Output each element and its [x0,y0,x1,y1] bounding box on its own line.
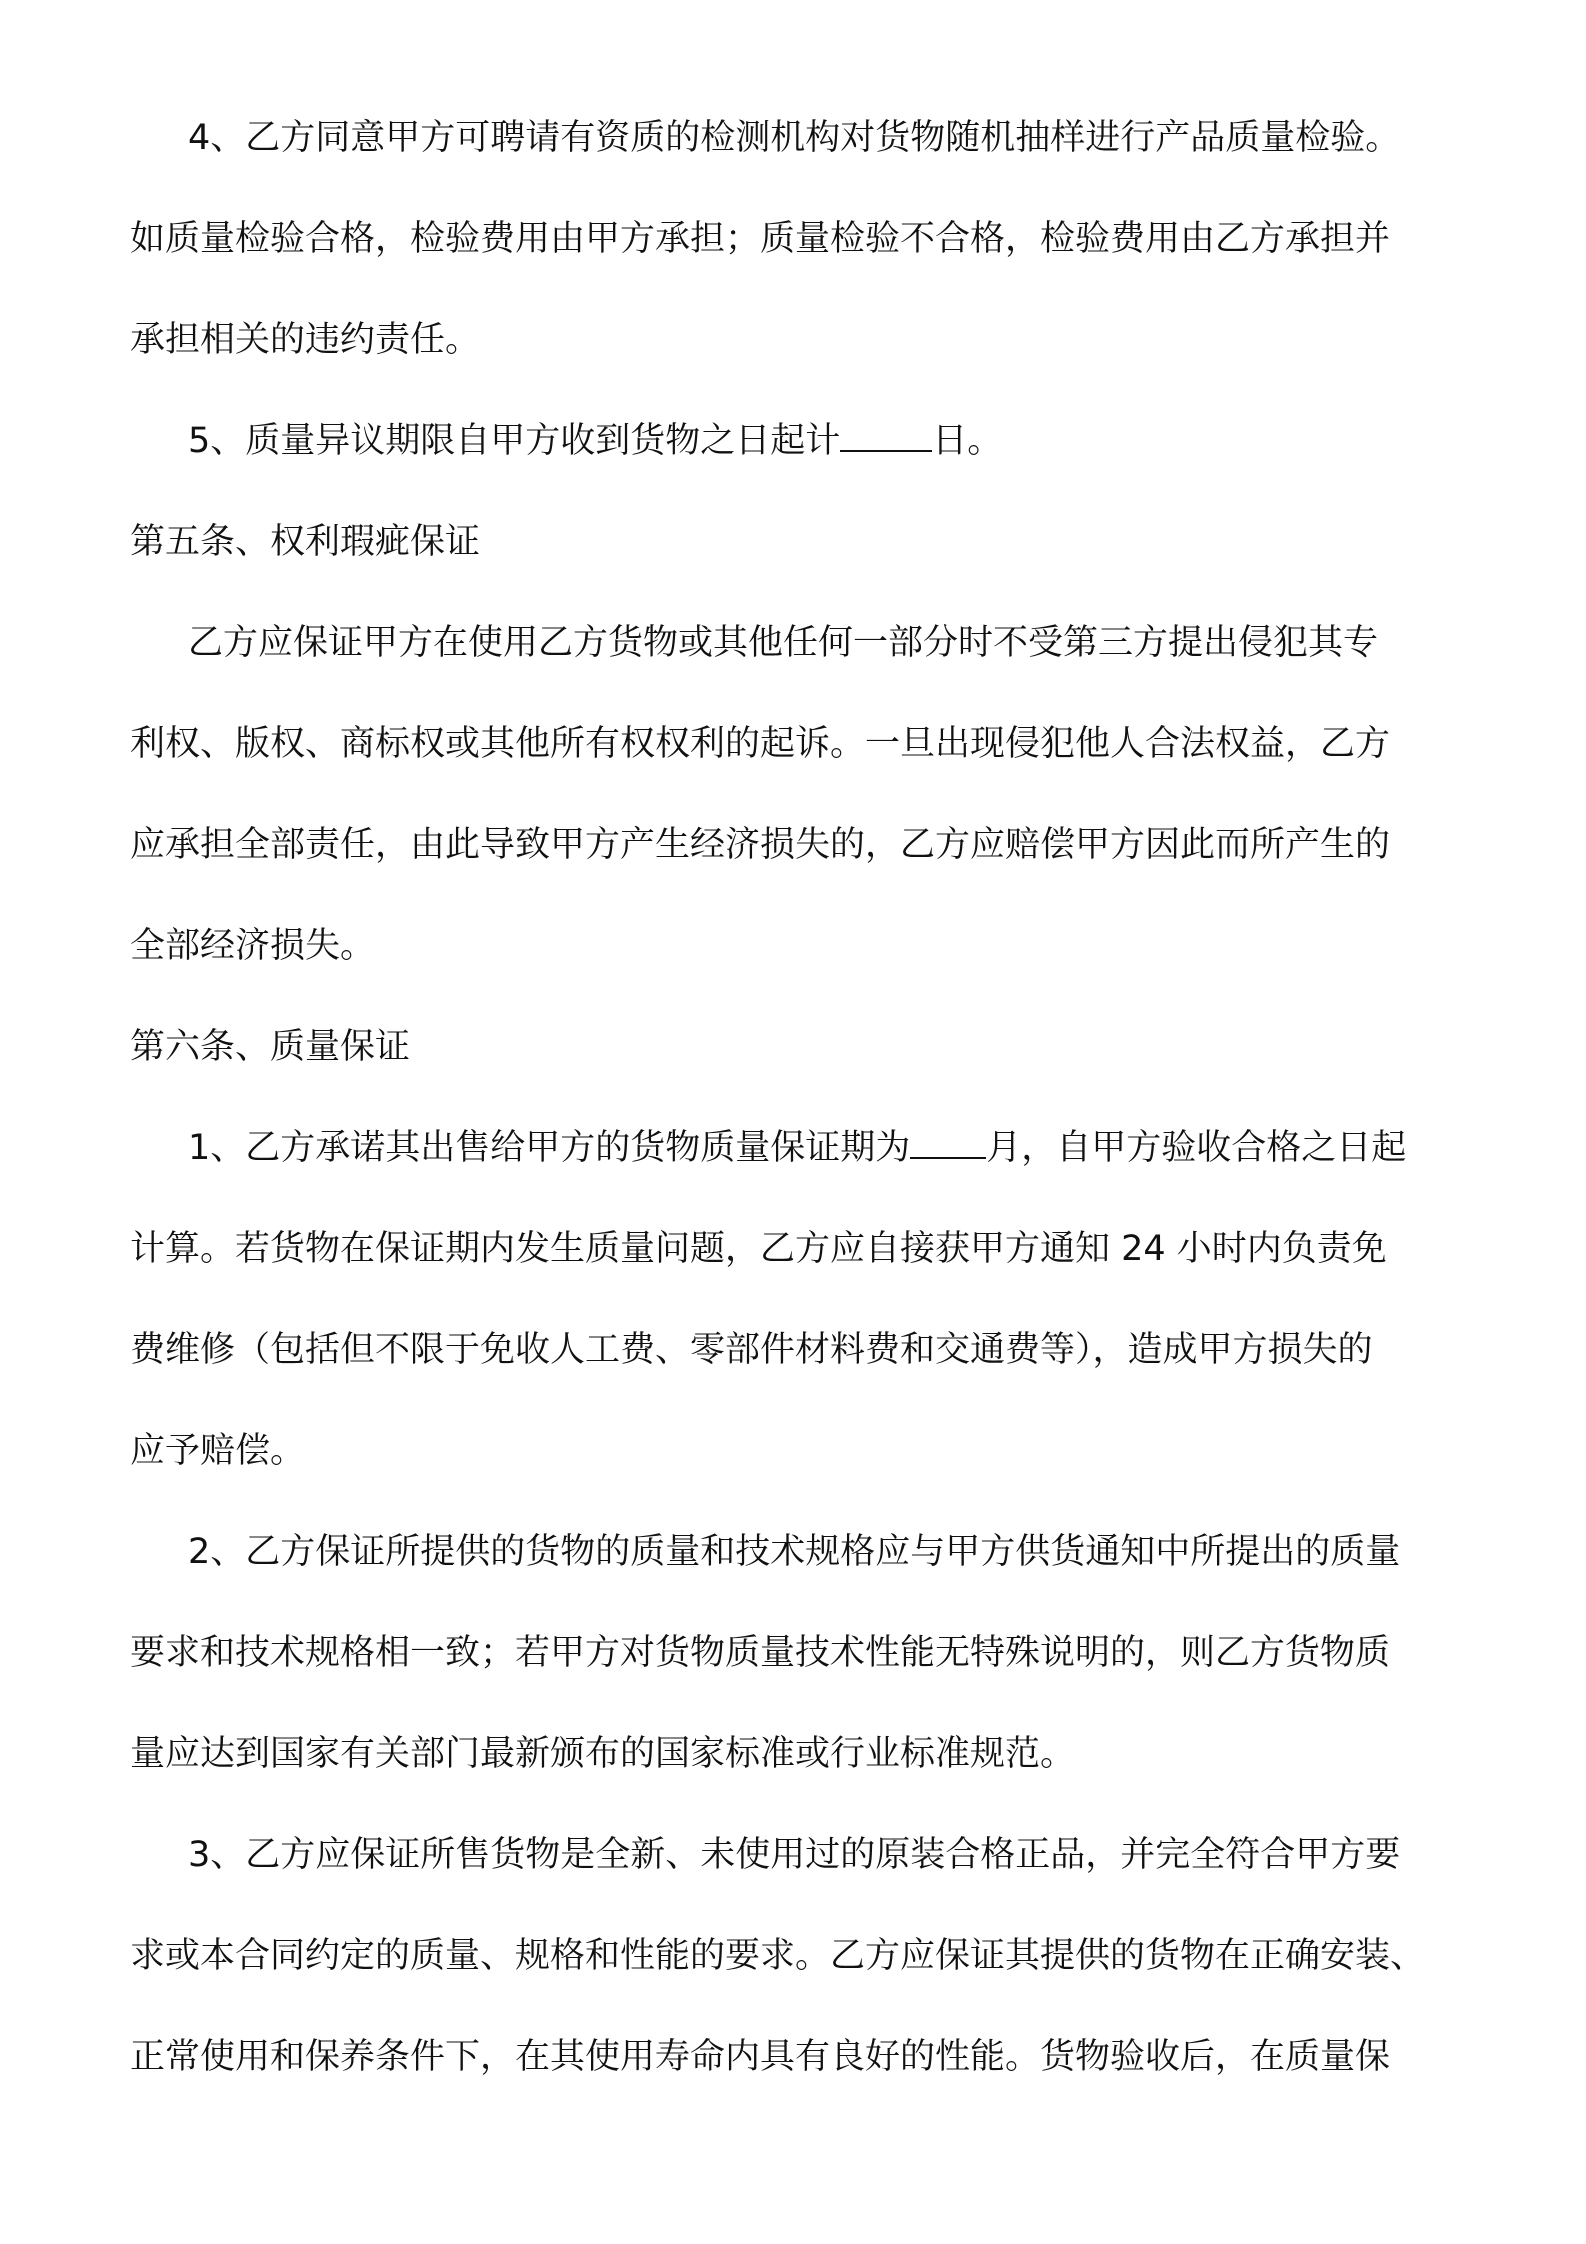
clause6-item3-line3: 正常使用和保养条件下，在其使用寿命内具有良好的性能。货物验收后，在质量保 [130,2037,1391,2077]
clause6-item2-line3: 量应达到国家有关部门最新颁布的国家标准或行业标准规范。 [130,1734,1076,1774]
clause6-item2-line1: 2、乙方保证所提供的货物的质量和技术规格应与甲方供货通知中所提出的质量 [188,1532,1401,1572]
clause6-item1-line3: 费维修（包括但不限于免收人工费、零部件材料费和交通费等），造成甲方损失的 [130,1330,1373,1370]
clause5-line3: 应承担全部责任，由此导致甲方产生经济损失的，乙方应赔偿甲方因此而所产生的 [130,825,1391,865]
clause6-item2-line2: 要求和技术规格相一致；若甲方对货物质量技术性能无特殊说明的，则乙方货物质 [130,1633,1391,1673]
months-blank [910,1124,986,1159]
clause6-item1-line1 [130,1098,1482,1199]
clause4-item5 [130,391,1482,492]
clause5-line2: 利权、版权、商标权或其他所有权权利的起诉。一旦出现侵犯他人合法权益，乙方 [130,724,1391,764]
clause6-item3-line2: 求或本合同约定的质量、规格和性能的要求。乙方应保证其提供的货物在正确安装、 [130,1936,1426,1976]
clause5-line4: 全部经济损失。 [130,926,376,966]
clause6-item1-line4: 应予赔偿。 [130,1431,306,1471]
clause5-heading: 第五条、权利瑕疵保证 [130,522,481,562]
clause4-item5-text-before: 5、质量异议期限自甲方收到货物之日起计 [188,421,841,461]
clause6-item3-line1: 3、乙方应保证所售货物是全新、未使用过的原装合格正品，并完全符合甲方要 [188,1835,1401,1875]
clause4-item4-line1: 4、乙方同意甲方可聘请有资质的检测机构对货物随机抽样进行产品质量检验。 [188,118,1401,158]
clause5-line1: 乙方应保证甲方在使用乙方货物或其他任何一部分时不受第三方提出侵犯其专 [188,623,1379,663]
clause6-item1-line2: 计算。若货物在保证期内发生质量问题，乙方应自接获甲方通知 24 小时内负责免 [130,1229,1387,1269]
clause6-heading: 第六条、质量保证 [130,1027,411,1067]
clause4-item4-line2: 如质量检验合格，检验费用由甲方承担；质量检验不合格，检验费用由乙方承担并 [130,219,1391,259]
clause4-item4-line3: 承担相关的违约责任。 [130,320,481,360]
clause6-item1-text-before: 1、乙方承诺其出售给甲方的货物质量保证期为 [188,1128,911,1168]
clause4-item5-text-after: 日。 [932,421,1003,461]
clause6-item1-text-after: 月，自甲方验收合格之日起 [986,1128,1407,1168]
days-blank [840,417,932,452]
